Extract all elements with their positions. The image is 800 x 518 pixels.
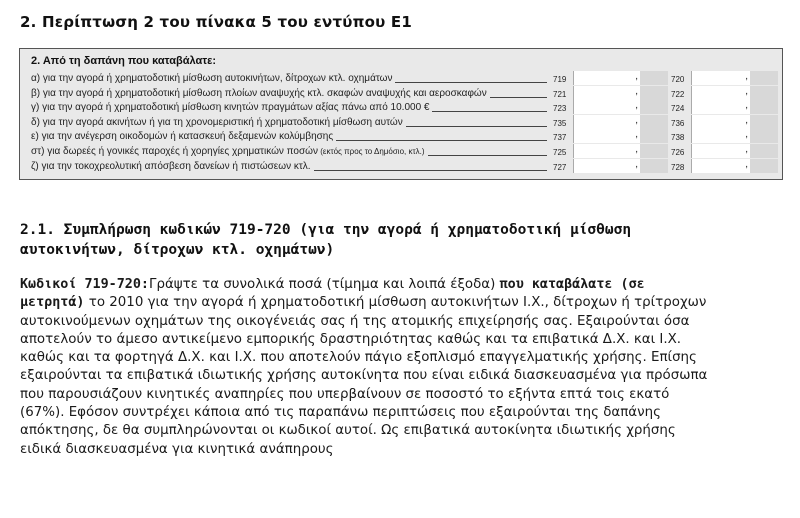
form-row-label-text: ε) για την ανέγερση οικοδομών ή κατασκευή δεξαμενών κολύμβησης [31, 131, 334, 143]
form-row-leader-line [432, 111, 547, 112]
amount-field-right[interactable] [691, 144, 778, 158]
form-code-right: 736 [671, 118, 685, 128]
body-text-2: το 2010 για την αγορά ή χρηματοδοτική μίσθωση αυτοκινήτων Ι.Χ., δίτροχων ή τρίτροχων αυτοκινούμενων οχημάτων της οικογένειάς σας ή της ατομικής επιχείρησής σας. Εξαιρούνται όσα αποτελούν το άμεσο αντικείμενο εμπορικής δραστηριότητας καθώς και τα επιβατικά Δ.Χ. και Ι.Χ. καθώς και τα φορτηγά Δ.Χ. και Ι.Χ. που αποτελούν πάγιο εξοπλισμό επαγγελματικής χρήσης. Επίσης εξαιρούνται τα επιβατικά ιδιωτικής χρήσης αυτοκίνητα που είναι ειδικά διασκευασμένα για πρόσωπα που παρουσιάζουν κινητικές αναπηρίες που υπερβαίνουν σε ποσοστό το εξήντα επτά τοις εκατό (67%). Εφόσον συντρέχει κάποια από τις παραπάνω περιπτώσεις που εξαιρούνται της δαπάνης απόκτησης, δε θα συμπληρώνονται οι κωδικοί αυτοί. Ως επιβατικά αυτοκίνητα ιδιωτικής χρήσης ειδικά διασκευασμένα για κινητικά ανάπηρους [20, 295, 708, 457]
cents-box [640, 115, 668, 129]
decimal-comma: , [745, 85, 748, 97]
form-code-right: 724 [671, 104, 685, 114]
form-row-label-text: β) για την αγορά ή χρηματοδοτική μίσθωση πλοίων αναψυχής κτλ. σκαφών αναψυχής και αεροσκαφών [31, 87, 487, 99]
decimal-comma: , [745, 144, 748, 155]
form-row-leader-line [314, 170, 547, 171]
form-row-label [31, 159, 311, 174]
form-code-left: 737 [553, 133, 567, 143]
cents-box [750, 100, 778, 114]
form-code-right: 726 [671, 148, 685, 157]
form-row-label-text: στ) για δωρεές ή γονικές παροχές ή χορηγίες χρηματικών ποσών [31, 146, 318, 157]
form-row-label-note: (εκτός προς το Δημόσιο, κτλ.) [317, 147, 425, 156]
form-row [20, 115, 782, 130]
cents-box [640, 86, 668, 100]
cents-box [750, 144, 778, 158]
form-row-label [31, 86, 487, 101]
form-row [20, 144, 782, 159]
body-text-1: Γράψτε τα συνολικά ποσά (τίμημα και λοιπά έξοδα) [149, 277, 500, 292]
decimal-comma: , [635, 100, 638, 112]
form-row [20, 100, 782, 115]
section-heading: 2. Περίπτωση 2 του πίνακα 5 του εντύπου Ε1 [20, 13, 412, 31]
form-row-leader-line [395, 82, 547, 83]
form-code-left: 727 [553, 162, 567, 172]
form-code-right: 720 [671, 75, 685, 84]
form-row [20, 129, 782, 144]
amount-field-right[interactable] [691, 86, 778, 100]
form-code-left: 723 [553, 104, 567, 114]
form-code-right: 738 [671, 133, 685, 143]
form-code-left: 725 [553, 148, 567, 157]
body-bold-paid: που καταβάλατε (σε μετρητά) [20, 277, 645, 311]
form-row-label-text: δ) για την αγορά ακινήτων ή για τη χρονομεριστική ή χρηματοδοτική μίσθωση αυτών [31, 116, 403, 128]
form-row-leader-line [428, 155, 547, 156]
decimal-comma: , [745, 158, 748, 170]
amount-field-right[interactable] [691, 100, 778, 114]
form-row-label-text: α) για την αγορά ή χρηματοδοτική μίσθωση αυτοκινήτων, δίτροχων κτλ. οχημάτων [31, 73, 393, 84]
cents-box [750, 86, 778, 100]
form-row-label [31, 115, 403, 130]
decimal-comma: , [745, 71, 748, 82]
tax-form-excerpt [19, 48, 783, 180]
decimal-comma: , [635, 71, 638, 82]
cents-box [640, 129, 668, 143]
amount-field-left[interactable] [573, 71, 668, 85]
body-paragraph [20, 276, 710, 459]
cents-box [750, 71, 778, 85]
amount-field-right[interactable] [691, 129, 778, 143]
decimal-comma: , [745, 114, 748, 126]
subsection-heading: 2.1. Συμπλήρωση κωδικών 719-720 (για την αγορά ή χρηματοδοτική μίσθωση αυτοκινήτων, δίτροχων κτλ. οχημάτων) [20, 222, 632, 258]
amount-field-left[interactable] [573, 129, 668, 143]
cents-box [750, 159, 778, 173]
form-code-left: 735 [553, 118, 567, 128]
form-row [20, 159, 782, 174]
decimal-comma: , [635, 114, 638, 126]
cents-box [750, 129, 778, 143]
form-row-label [31, 144, 425, 159]
form-row-label-text: ζ) για την τοκοχρεολυτική απόσβεση δανείων ή πιστώσεων κτλ. [31, 160, 311, 172]
form-row-leader-line [490, 97, 547, 98]
form-row-leader-line [406, 126, 547, 127]
amount-field-right[interactable] [691, 115, 778, 129]
form-row [20, 71, 782, 86]
form-row-label [31, 129, 333, 144]
decimal-comma: , [635, 85, 638, 97]
amount-field-left[interactable] [573, 115, 668, 129]
form-code-right: 722 [671, 89, 685, 99]
amount-field-left[interactable] [573, 159, 668, 173]
form-code-left: 721 [553, 89, 567, 99]
form-code-right: 728 [671, 162, 685, 172]
amount-field-left[interactable] [573, 144, 668, 158]
cents-box [640, 144, 668, 158]
cents-box [750, 115, 778, 129]
form-row-leader-line [336, 140, 547, 141]
amount-field-left[interactable] [573, 100, 668, 114]
amount-field-right[interactable] [691, 71, 778, 85]
form-row-label [31, 100, 429, 115]
cents-box [640, 71, 668, 85]
decimal-comma: , [635, 158, 638, 170]
decimal-comma: , [635, 144, 638, 155]
form-row-label [31, 71, 392, 86]
form-row [20, 86, 782, 101]
amount-field-right[interactable] [691, 159, 778, 173]
decimal-comma: , [745, 129, 748, 141]
codes-lead: Κωδικοί 719-720: [20, 277, 149, 292]
decimal-comma: , [635, 129, 638, 141]
cents-box [640, 159, 668, 173]
decimal-comma: , [745, 100, 748, 112]
amount-field-left[interactable] [573, 86, 668, 100]
form-title: 2. Από τη δαπάνη που καταβάλατε: [31, 55, 217, 67]
form-code-left: 719 [553, 75, 567, 84]
cents-box [640, 100, 668, 114]
form-row-label-text: γ) για την αγορά ή χρηματοδοτική μίσθωση κινητών πραγμάτων αξίας πάνω από 10.000 € [31, 102, 430, 114]
